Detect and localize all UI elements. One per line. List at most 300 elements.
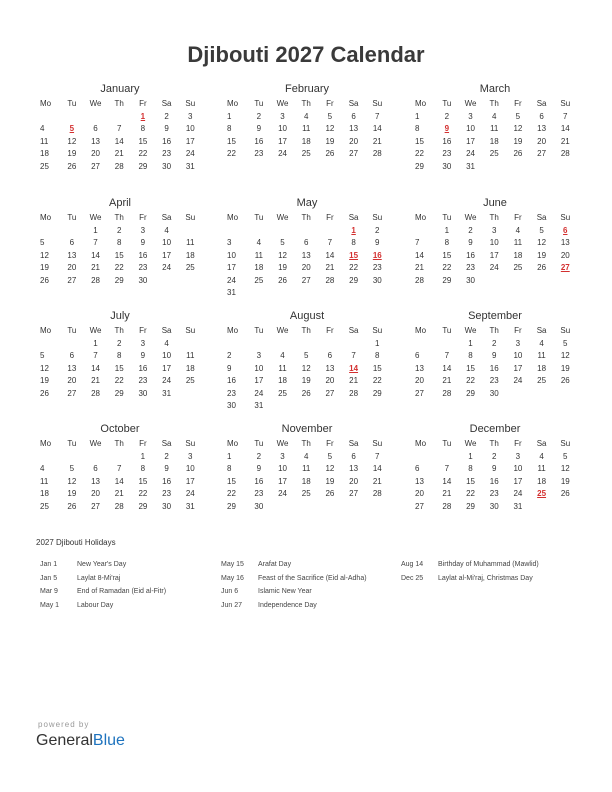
empty-cell: [271, 225, 295, 238]
holiday-item: [40, 572, 166, 586]
day-cell: 25: [40, 501, 49, 511]
day-cell: 17: [513, 476, 523, 486]
weekday-header-row: [40, 325, 200, 338]
day-cell: 24: [278, 149, 287, 158]
week-row: [415, 225, 575, 238]
weekday-header-row: [227, 325, 387, 338]
empty-cell: [40, 338, 60, 351]
day-cell: 6: [539, 111, 544, 121]
holiday-column: [221, 558, 367, 612]
day-cell: 11: [40, 136, 49, 146]
empty-cell: [482, 275, 506, 288]
holiday-date: Jun 27: [221, 601, 243, 609]
day-cell: 6: [303, 238, 309, 247]
holiday-date: May 1: [40, 601, 60, 609]
day-cell: 8: [375, 351, 380, 360]
day-cell: 3: [140, 338, 146, 348]
day-cell: 29: [442, 275, 452, 285]
day-cell: 30: [254, 501, 264, 511]
day-cell: 20: [325, 376, 335, 385]
day-cell: 28: [349, 388, 359, 398]
day-cell: 24: [162, 376, 172, 385]
day-cell: 17: [254, 376, 264, 385]
day-cell: 20: [415, 376, 424, 385]
weekday-header: Mo: [227, 213, 239, 222]
week-row: [227, 350, 387, 363]
day-cell: 8: [415, 124, 420, 133]
day-cell: 30: [442, 161, 452, 171]
weekday-header: Su: [185, 326, 196, 335]
weekday-header: Su: [372, 439, 383, 448]
day-cell: 29: [114, 275, 124, 285]
day-cell: 11: [537, 351, 546, 360]
empty-cell: [342, 501, 366, 514]
weekday-header: Sa: [161, 439, 172, 448]
day-cell: 27: [67, 275, 77, 285]
day-cell: 28: [442, 501, 452, 511]
weekday-header: Sa: [348, 213, 359, 222]
day-cell: 28: [560, 149, 570, 158]
day-cell: 31: [185, 161, 195, 171]
day-cell: 22: [372, 376, 382, 385]
day-cell: 7: [415, 238, 420, 247]
day-cell: 21: [442, 376, 452, 385]
month-december: [415, 422, 575, 511]
month-days: [415, 98, 575, 173]
day-cell: 18: [40, 489, 49, 498]
day-cell: 5: [327, 111, 333, 121]
day-cell: 29: [138, 161, 148, 171]
day-cell: 26: [560, 376, 570, 385]
day-cell: 8: [468, 351, 473, 360]
holiday-name: Feast of the Sacrifice (Eid al-Adha): [258, 574, 367, 582]
day-cell: 24: [227, 275, 236, 285]
day-cell: 11: [302, 124, 311, 133]
day-cell: 5: [327, 451, 333, 461]
day-cell: 24: [466, 149, 475, 158]
day-cell: 21: [91, 376, 100, 385]
holiday-name: New Year's Day: [77, 561, 127, 568]
empty-cell: [553, 501, 577, 514]
day-cell: 15: [442, 250, 452, 260]
day-cell: 4: [539, 338, 544, 348]
weekday-header: Sa: [536, 326, 547, 335]
day-cell: 9: [164, 464, 169, 473]
day-cell: 18: [254, 263, 264, 272]
brand-general: General: [36, 732, 93, 749]
day-cell: 13: [415, 363, 424, 373]
day-cell: 13: [537, 124, 547, 133]
week-row: [415, 275, 575, 288]
day-cell: 27: [560, 263, 570, 272]
day-cell: 26: [513, 149, 523, 158]
holiday-date: May 16: [221, 574, 244, 582]
day-cell: 27: [415, 501, 424, 511]
day-cell: 9: [256, 464, 262, 473]
day-cell: 21: [442, 489, 452, 498]
day-cell: 3: [227, 238, 232, 247]
day-cell: 28: [325, 275, 335, 285]
day-cell: 11: [254, 250, 263, 260]
day-cell: 16: [489, 476, 499, 486]
day-cell: 12: [301, 363, 311, 373]
day-cell: 6: [351, 451, 356, 461]
empty-cell: [40, 451, 60, 464]
empty-cell: [60, 451, 84, 464]
holiday-name: Independence Day: [258, 601, 317, 609]
day-cell: 27: [91, 161, 100, 171]
holiday-item: [221, 558, 367, 572]
day-cell: 31: [513, 501, 523, 511]
day-cell: 27: [349, 489, 359, 498]
weekday-header-row: [227, 98, 387, 111]
day-cell: 8: [140, 124, 146, 133]
weekday-header: Th: [114, 439, 124, 448]
weekday-header: Mo: [415, 439, 427, 448]
month-name: October: [100, 423, 140, 435]
holiday-item: [401, 558, 539, 572]
holiday-item: [221, 572, 367, 586]
week-row: [40, 275, 200, 288]
day-cell: 2: [116, 338, 122, 348]
day-cell: 31: [254, 401, 264, 410]
weekday-header: We: [276, 99, 289, 108]
day-cell: 16: [162, 136, 172, 146]
month-name: June: [483, 197, 507, 209]
month-days: [227, 212, 387, 300]
weekday-header: Su: [560, 439, 571, 448]
day-cell: 27: [349, 149, 359, 158]
month-october: [40, 422, 200, 511]
week-row: [40, 123, 200, 136]
day-cell: 26: [537, 263, 547, 272]
day-cell: 19: [513, 136, 523, 146]
holiday-date: Jan 5: [40, 574, 58, 582]
day-cell: 20: [67, 263, 77, 272]
day-cell: 10: [185, 464, 195, 473]
day-cell: 15: [372, 363, 382, 373]
weekday-header: Th: [301, 213, 311, 222]
week-row: [415, 388, 575, 401]
weekday-header-row: [415, 325, 575, 338]
month-july: [40, 309, 200, 398]
day-cell: 19: [325, 136, 335, 146]
weekday-header: We: [464, 326, 477, 335]
day-cell: 19: [278, 263, 287, 272]
day-cell: 24: [278, 489, 287, 498]
day-cell: 14: [325, 250, 335, 260]
day-cell: 12: [537, 238, 547, 247]
day-cell: 5: [69, 464, 75, 473]
day-cell: 30: [138, 275, 148, 285]
weekday-header: Fr: [514, 439, 522, 448]
month-april: [40, 196, 200, 285]
day-cell: 12: [560, 464, 570, 473]
day-cell: 2: [375, 225, 380, 235]
day-cell: 26: [560, 489, 570, 498]
day-cell: 21: [114, 489, 124, 498]
day-cell: 5: [563, 451, 568, 461]
holiday-date: Mar 9: [40, 588, 58, 595]
holiday-date: Dec 25: [401, 574, 424, 582]
day-cell: 7: [375, 451, 380, 461]
week-row: [40, 463, 200, 476]
day-cell: 2: [164, 111, 169, 121]
weekday-header: Th: [114, 326, 124, 335]
day-cell: 23: [162, 489, 172, 498]
weekday-header: We: [89, 213, 102, 222]
week-row: [40, 237, 200, 250]
empty-cell: [294, 400, 318, 413]
weekday-header: Th: [489, 326, 499, 335]
weekday-header-row: [415, 438, 575, 451]
day-cell: 20: [349, 136, 359, 146]
weekday-header: Tu: [254, 439, 264, 448]
week-row: [415, 123, 575, 136]
day-cell: 29: [227, 501, 236, 511]
month-name: February: [284, 83, 330, 95]
day-cell: 18: [489, 136, 499, 146]
day-cell: 3: [188, 451, 193, 461]
day-cell: 27: [301, 275, 311, 285]
weekday-header: We: [464, 439, 477, 448]
week-row: [415, 161, 575, 174]
day-cell: 25: [537, 376, 547, 385]
empty-cell: [107, 111, 131, 124]
day-cell: 17: [278, 476, 287, 486]
day-cell: 17: [227, 263, 236, 272]
day-cell: 9: [444, 124, 450, 133]
weekday-header: Fr: [514, 326, 522, 335]
day-cell: 5: [40, 351, 45, 360]
weekday-header: Sa: [536, 99, 547, 108]
day-cell: 12: [40, 363, 49, 373]
empty-cell: [247, 225, 271, 238]
empty-cell: [435, 451, 459, 464]
day-cell: 19: [40, 376, 49, 385]
day-cell: 17: [185, 476, 195, 486]
day-cell: 26: [40, 275, 49, 285]
empty-cell: [40, 225, 60, 238]
holiday-column: [40, 558, 166, 612]
day-cell: 1: [227, 451, 232, 461]
day-cell: 22: [138, 489, 148, 498]
weekday-header: Mo: [40, 213, 52, 222]
empty-cell: [553, 388, 577, 401]
day-cell: 21: [372, 136, 382, 146]
month-name: May: [296, 197, 318, 209]
day-cell: 24: [513, 489, 523, 498]
holiday-name: Labour Day: [77, 601, 114, 609]
month-days: [40, 98, 200, 173]
day-cell: 19: [40, 263, 49, 272]
empty-cell: [415, 451, 435, 464]
day-cell: 6: [563, 225, 568, 235]
day-cell: 3: [280, 451, 285, 461]
weekday-header: Sa: [536, 213, 547, 222]
weekday-header: Su: [185, 213, 196, 222]
day-cell: 7: [93, 351, 98, 360]
holiday-date: Aug 14: [401, 561, 424, 568]
empty-cell: [482, 161, 506, 174]
day-cell: 18: [40, 149, 49, 158]
day-cell: 2: [491, 451, 497, 461]
day-cell: 20: [537, 136, 547, 146]
day-cell: 15: [466, 363, 475, 373]
page-title: Djibouti 2027 Calendar: [187, 42, 425, 67]
day-cell: 10: [162, 238, 172, 247]
day-cell: 26: [325, 149, 335, 158]
weekday-header: Th: [489, 213, 499, 222]
day-cell: 10: [489, 238, 499, 247]
day-cell: 14: [114, 136, 124, 146]
day-cell: 4: [256, 238, 262, 247]
month-name: January: [100, 83, 140, 95]
week-row: [227, 375, 387, 388]
day-cell: 14: [114, 476, 124, 486]
day-cell: 12: [560, 351, 570, 360]
empty-cell: [271, 400, 295, 413]
day-cell: 7: [116, 464, 122, 473]
week-row: [40, 388, 200, 401]
empty-cell: [227, 225, 247, 238]
day-cell: 9: [140, 238, 146, 247]
weekday-header: Tu: [67, 99, 77, 108]
empty-cell: [506, 275, 530, 288]
day-cell: 6: [93, 464, 98, 473]
month-days: [415, 438, 575, 513]
day-cell: 18: [537, 363, 547, 373]
day-cell: 2: [491, 338, 497, 348]
day-cell: 28: [442, 388, 452, 398]
day-cell: 20: [91, 489, 100, 498]
day-cell: 7: [327, 238, 333, 247]
day-cell: 12: [40, 250, 49, 260]
month-days: [40, 212, 200, 287]
month-name: April: [108, 197, 131, 209]
day-cell: 13: [415, 476, 424, 486]
day-cell: 1: [93, 225, 98, 235]
weekday-header: Fr: [326, 326, 334, 335]
weekday-header: Th: [301, 439, 311, 448]
day-cell: 9: [491, 351, 497, 360]
day-cell: 9: [468, 238, 473, 247]
day-cell: 26: [67, 501, 77, 511]
month-january: [40, 82, 200, 171]
day-cell: 4: [280, 351, 285, 360]
day-cell: 2: [116, 225, 122, 235]
day-cell: 14: [415, 250, 424, 260]
day-cell: 9: [140, 351, 146, 360]
day-cell: 10: [513, 464, 523, 473]
day-cell: 6: [415, 464, 420, 473]
empty-cell: [178, 338, 202, 351]
week-row: [227, 262, 387, 275]
day-cell: 2: [164, 451, 169, 461]
weekday-header-row: [40, 98, 200, 111]
day-cell: 16: [227, 376, 236, 385]
day-cell: 18: [537, 476, 547, 486]
week-row: [227, 287, 387, 300]
day-cell: 12: [67, 136, 77, 146]
month-days: [227, 438, 387, 513]
week-row: [40, 476, 200, 489]
brand-logo[interactable]: [36, 732, 125, 750]
day-cell: 19: [537, 250, 547, 260]
day-cell: 22: [227, 489, 236, 498]
month-august: [227, 309, 387, 410]
holiday-item: [221, 599, 367, 613]
day-cell: 7: [351, 351, 356, 360]
weekday-header: Mo: [40, 99, 52, 108]
day-cell: 16: [162, 476, 172, 486]
day-cell: 23: [372, 263, 382, 272]
day-cell: 29: [466, 501, 475, 511]
day-cell: 20: [301, 263, 311, 272]
week-row: [227, 501, 387, 514]
day-cell: 27: [415, 388, 424, 398]
empty-cell: [84, 451, 108, 464]
day-cell: 23: [254, 149, 264, 158]
day-cell: 14: [372, 464, 382, 473]
day-cell: 29: [114, 388, 124, 398]
month-days: [227, 98, 387, 161]
day-cell: 21: [560, 136, 570, 146]
weekday-header: Mo: [227, 326, 239, 335]
empty-cell: [318, 501, 342, 514]
empty-cell: [178, 275, 202, 288]
empty-cell: [506, 388, 530, 401]
weekday-header: We: [89, 326, 102, 335]
day-cell: 22: [442, 263, 452, 272]
day-cell: 8: [227, 464, 232, 473]
empty-cell: [107, 451, 131, 464]
day-cell: 30: [489, 388, 499, 398]
empty-cell: [40, 111, 60, 124]
day-cell: 7: [116, 124, 122, 133]
day-cell: 31: [162, 388, 172, 398]
empty-cell: [294, 287, 318, 300]
day-cell: 18: [185, 250, 195, 260]
day-cell: 15: [138, 476, 148, 486]
empty-cell: [155, 275, 179, 288]
week-row: [227, 250, 387, 263]
day-cell: 10: [227, 250, 236, 260]
day-cell: 1: [140, 451, 146, 461]
day-cell: 28: [91, 388, 100, 398]
empty-cell: [178, 388, 202, 401]
month-may: [227, 196, 387, 297]
day-cell: 26: [67, 161, 77, 171]
day-cell: 29: [415, 161, 424, 171]
day-cell: 2: [468, 225, 473, 235]
holiday-date: May 15: [221, 561, 244, 568]
day-cell: 29: [466, 388, 475, 398]
week-row: [227, 225, 387, 238]
weekday-header-row: [227, 438, 387, 451]
day-cell: 4: [303, 111, 309, 121]
month-september: [415, 309, 575, 398]
week-row: [415, 501, 575, 514]
day-cell: 22: [114, 263, 124, 272]
weekday-header: Tu: [67, 439, 77, 448]
weekday-header: Su: [372, 99, 383, 108]
week-row: [415, 350, 575, 363]
week-row: [227, 148, 387, 161]
day-cell: 23: [489, 376, 499, 385]
day-cell: 9: [491, 464, 497, 473]
day-cell: 4: [539, 451, 544, 461]
